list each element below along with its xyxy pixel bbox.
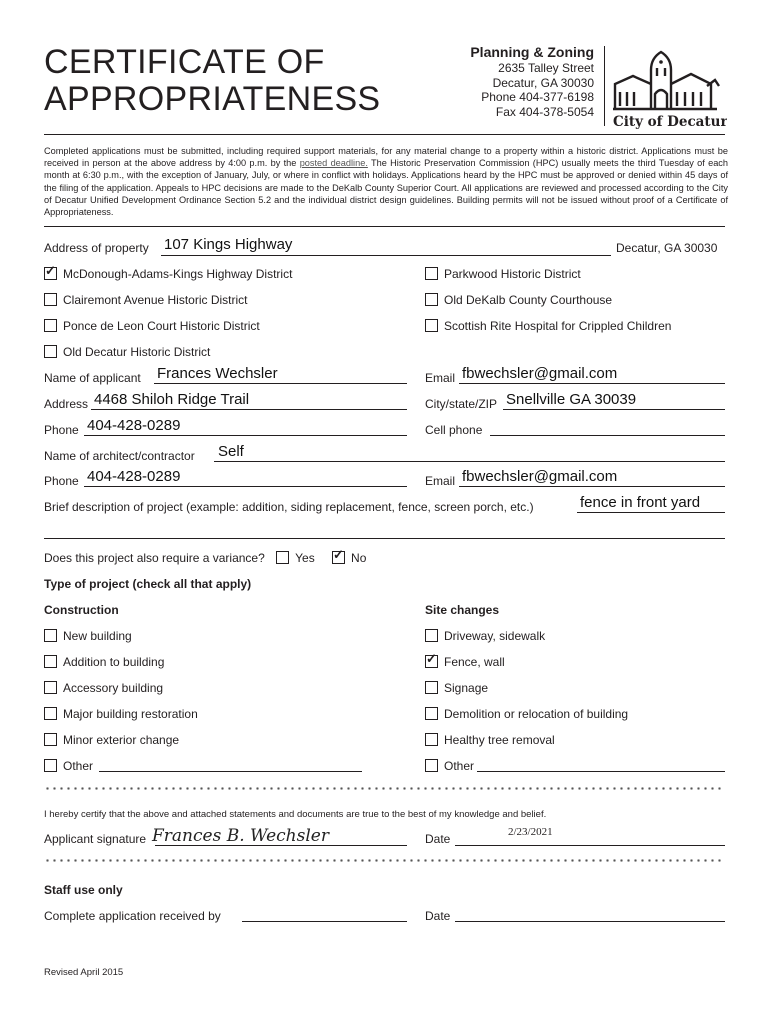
applicant-name-field[interactable]: Frances Wechsler — [157, 365, 278, 382]
applicant-address-label: Address — [44, 397, 89, 411]
posted-deadline-link[interactable]: posted deadline. — [299, 158, 368, 169]
applicant-city-field[interactable]: Snellville GA 30039 — [506, 391, 637, 408]
district-label: Clairemont Avenue Historic District — [63, 293, 248, 307]
district-label: Old Decatur Historic District — [63, 345, 211, 359]
applicant-phone-line — [84, 435, 407, 436]
property-address-field[interactable]: 107 Kings Highway — [164, 236, 293, 253]
architect-name-field[interactable]: Self — [218, 443, 244, 460]
project-checkbox[interactable] — [425, 759, 438, 772]
architect-name-line — [214, 461, 725, 462]
district-label: Scottish Rite Hospital for Crippled Children — [444, 319, 672, 333]
dotted-divider — [44, 787, 725, 790]
department-contact — [470, 44, 594, 119]
instructions-text-1: Completed applications must be submitted, including required support materials, for any material change to a property within a historic district. Applications must be received in person at the above address by 4:00 p.m. by the — [44, 146, 728, 169]
applicant-name-line — [154, 383, 407, 384]
construction-addition[interactable] — [44, 655, 164, 669]
district-label: Parkwood Historic District — [444, 267, 581, 281]
variance-no-label: No — [351, 551, 367, 565]
construction-accessory-building[interactable] — [44, 681, 163, 695]
applicant-email-field[interactable]: fbwechsler@gmail.com — [462, 365, 618, 382]
applicant-address-field[interactable]: 4468 Shiloh Ridge Trail — [94, 391, 250, 408]
project-label: New building — [63, 629, 132, 643]
district-mcdonough-adams-kings[interactable] — [44, 263, 293, 281]
district-label: Old DeKalb County Courthouse — [444, 293, 613, 307]
district-old-decatur[interactable] — [44, 345, 210, 359]
site-fence-wall[interactable] — [425, 651, 505, 669]
architect-email-label: Email — [425, 474, 456, 488]
construction-other[interactable] — [44, 759, 93, 773]
site-tree-removal[interactable] — [425, 733, 555, 747]
project-checkbox[interactable] — [44, 681, 57, 694]
checkmark-icon: ✓ — [426, 651, 437, 666]
header-divider — [604, 46, 605, 126]
property-address-line — [161, 255, 611, 256]
project-label: Major building restoration — [63, 707, 198, 721]
project-description-field[interactable]: fence in front yard — [580, 494, 701, 511]
architect-phone-line — [84, 486, 407, 487]
signature-date-label: Date — [425, 832, 451, 846]
applicant-cell-line — [490, 435, 725, 436]
applicant-signature-label: Applicant signature — [44, 832, 147, 846]
project-checkbox[interactable] — [44, 759, 57, 772]
project-checkbox[interactable] — [425, 651, 438, 668]
intro-rule — [44, 226, 725, 227]
project-checkbox[interactable] — [425, 707, 438, 720]
received-by-label: Complete application received by — [44, 909, 221, 923]
title-line-1: CERTIFICATE OF — [44, 43, 325, 81]
variance-yes-label: Yes — [295, 551, 315, 565]
applicant-phone-field[interactable]: 404-428-0289 — [87, 417, 181, 434]
construction-heading: Construction — [44, 603, 119, 617]
project-checkbox[interactable] — [44, 655, 57, 668]
variance-no-checkbox[interactable] — [332, 547, 345, 564]
variance-yes-checkbox[interactable] — [276, 551, 289, 564]
project-type-heading: Type of project (check all that apply) — [44, 577, 252, 591]
site-driveway[interactable] — [425, 629, 545, 643]
site-demolition[interactable] — [425, 707, 628, 721]
district-label: Ponce de Leon Court Historic District — [63, 319, 260, 333]
project-label: Minor exterior change — [63, 733, 180, 747]
staff-date-label: Date — [425, 909, 451, 923]
applicant-city-label: City/state/ZIP — [425, 397, 498, 411]
district-checkbox[interactable] — [425, 267, 438, 280]
construction-new-building[interactable] — [44, 629, 132, 643]
project-checkbox[interactable] — [425, 733, 438, 746]
applicant-email-line — [459, 383, 725, 384]
staff-date-line[interactable] — [455, 921, 725, 922]
project-label: Healthy tree removal — [444, 733, 555, 747]
title-line-2: APPROPRIATENESS — [44, 80, 381, 118]
project-checkbox[interactable] — [425, 629, 438, 642]
project-label: Fence, wall — [444, 655, 505, 669]
property-city-suffix: Decatur, GA 30030 — [616, 241, 718, 255]
certification-statement: I hereby certify that the above and attached statements and documents are true to the best of my knowledge and belief. — [44, 809, 547, 820]
site-other[interactable] — [425, 759, 474, 773]
district-clairemont-avenue[interactable] — [44, 293, 248, 307]
project-label: Demolition or relocation of building — [444, 707, 629, 721]
applicant-name-label: Name of applicant — [44, 371, 141, 385]
logo-text: City of Decatur — [613, 114, 727, 130]
district-checkbox[interactable] — [425, 293, 438, 306]
received-by-line[interactable] — [242, 921, 407, 922]
site-other-line[interactable] — [477, 771, 725, 772]
project-label: Accessory building — [63, 681, 164, 695]
department-street: 2635 Talley Street — [498, 61, 594, 75]
project-label: Other — [63, 759, 94, 773]
district-checkbox[interactable] — [44, 345, 57, 358]
construction-minor-exterior[interactable] — [44, 733, 179, 747]
district-scottish-rite-hospital[interactable] — [425, 319, 671, 333]
applicant-phone-label: Phone — [44, 423, 79, 437]
project-description-line — [577, 512, 725, 513]
department-fax: Fax 404-378-5054 — [495, 104, 594, 119]
project-checkbox[interactable] — [44, 707, 57, 720]
dotted-divider-2 — [44, 859, 725, 862]
project-description-line-2 — [44, 538, 725, 539]
variance-question — [44, 547, 367, 565]
property-address-label: Address of property — [44, 241, 149, 255]
district-parkwood[interactable] — [425, 267, 581, 281]
site-changes-heading: Site changes — [425, 603, 500, 617]
variance-no-option[interactable] — [332, 547, 367, 565]
project-label: Driveway, sidewalk — [444, 629, 546, 643]
architect-name-label: Name of architect/contractor — [44, 449, 195, 463]
district-label: McDonough-Adams-Kings Highway District — [63, 267, 293, 281]
instructions-text-2: The Historic Preservation Commission (HPC) usually meets the third Tuesday of each month at 6:30 p.m., with the exception of January, July, or where in conflict with holidays. Applications heard by the HPC must be approved or denied within 45 days of the filing of the application. Appeals to HPC decisions are made to the DeKalb County Superior Court. All applications are reviewed and processed according to the City of Decatur Unified Development Ordinance Section 5.2 and the individual district design guidelines. Building permits will not be issued without proof of a Certificate of Appropriateness. — [44, 158, 729, 218]
checkmark-icon: ✓ — [45, 263, 56, 278]
district-checkbox[interactable] — [44, 319, 57, 332]
signature-date-field[interactable]: 2/23/2021 — [508, 826, 553, 838]
city-hall-icon — [611, 46, 727, 130]
applicant-email-label: Email — [425, 371, 456, 385]
district-checkbox[interactable] — [425, 319, 438, 332]
district-checkbox[interactable] — [44, 263, 57, 280]
form-title — [44, 44, 380, 118]
department-city: Decatur, GA 30030 — [492, 75, 594, 90]
project-label: Signage — [444, 681, 489, 695]
header-rule — [44, 134, 725, 135]
project-checkbox[interactable] — [425, 681, 438, 694]
instructions-paragraph — [44, 145, 728, 218]
applicant-signature-field[interactable]: Frances B. Wechsler — [152, 826, 329, 846]
checkmark-icon: ✓ — [333, 547, 344, 562]
project-checkbox[interactable] — [44, 629, 57, 642]
applicant-address-line — [91, 409, 407, 410]
site-signage[interactable] — [425, 681, 488, 695]
architect-phone-field[interactable]: 404-428-0289 — [87, 468, 181, 485]
applicant-cell-label: Cell phone — [425, 423, 483, 437]
department-name: Planning & Zoning — [470, 44, 594, 60]
construction-major-restoration[interactable] — [44, 707, 198, 721]
project-label: Addition to building — [63, 655, 165, 669]
architect-email-field[interactable]: fbwechsler@gmail.com — [462, 468, 618, 485]
construction-other-line[interactable] — [99, 771, 362, 772]
city-of-decatur-logo — [611, 46, 727, 135]
district-ponce-de-leon-court[interactable] — [44, 319, 260, 333]
project-checkbox[interactable] — [44, 733, 57, 746]
revision-note: Revised April 2015 — [44, 967, 124, 978]
project-label: Other — [444, 759, 475, 773]
variance-question-text: Does this project also require a variance? — [44, 551, 265, 565]
applicant-city-line — [503, 409, 725, 410]
staff-use-heading: Staff use only — [44, 883, 123, 897]
variance-yes-option[interactable] — [276, 551, 315, 565]
department-phone: Phone 404-377-6198 — [481, 90, 594, 104]
district-checkbox[interactable] — [44, 293, 57, 306]
project-description-label: Brief description of project (example: addition, siding replacement, fence, screen porch, etc.) — [44, 500, 534, 514]
architect-phone-label: Phone — [44, 474, 79, 488]
signature-date-line — [455, 845, 725, 846]
architect-email-line — [459, 486, 725, 487]
district-old-dekalb-courthouse[interactable] — [425, 293, 612, 307]
